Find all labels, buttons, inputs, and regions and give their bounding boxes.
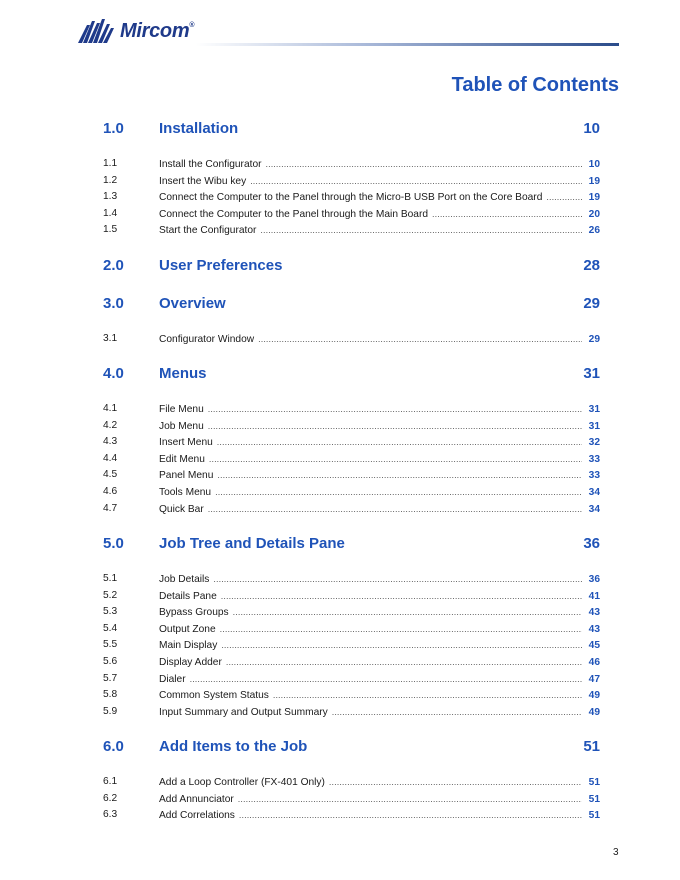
entry-title: Main Display [159,640,218,652]
entry-number: 1.1 [103,158,118,169]
entry-number: 5.7 [103,672,118,684]
dot-leader [239,808,582,822]
entry-number: 1.3 [103,191,118,203]
entry-page: 29 [588,334,600,345]
chapter-number: 1.0 [103,120,124,137]
entry-page: 33 [588,453,600,465]
chapter-number: 5.0 [103,535,124,552]
dot-leader [260,223,582,237]
entry-page: 43 [588,623,600,635]
toc-entry[interactable] [103,792,600,806]
dot-leader [190,672,582,686]
entry-title: Connect the Computer to the Panel through the Micro-B USB Port on the Core Board [159,192,543,204]
entry-number: 4.3 [103,436,118,448]
dot-leader [250,174,582,188]
dot-leader [432,207,582,221]
toc-entry[interactable] [103,332,600,346]
entry-title: Install the Configurator [159,159,262,170]
entry-title: Bypass Groups [159,607,229,619]
entry-title: Insert the Wibu key [159,175,247,187]
chapter-title: Add Items to the Job [159,738,308,755]
entry-page: 20 [588,208,600,220]
mircom-logo-mark-icon [78,19,116,43]
mircom-logo [78,18,194,44]
dot-leader [226,655,582,669]
dot-leader [332,705,582,719]
chapter-page: 51 [583,738,600,755]
toc-entry[interactable] [103,688,600,702]
entry-number: 5.4 [103,622,118,634]
chapter-heading[interactable] [103,535,600,555]
chapter-heading[interactable] [103,365,600,385]
entry-title: Job Menu [159,420,204,432]
dot-leader [233,605,582,619]
page-number: 3 [613,847,619,858]
entry-title: Add a Loop Controller (FX-401 Only) [159,777,325,788]
entry-page: 32 [588,437,600,449]
entry-page: 46 [588,657,600,668]
entry-number: 5.1 [103,573,118,584]
chapter-title: Overview [159,295,226,312]
dot-leader [546,190,582,204]
entry-number: 1.2 [103,174,118,186]
toc-entry[interactable] [103,638,600,652]
chapter-heading[interactable] [103,738,600,758]
entry-page: 19 [588,192,600,204]
chapter-page: 29 [583,295,600,312]
chapter-heading[interactable] [103,257,600,277]
entry-page: 33 [588,470,600,482]
entry-number: 1.5 [103,224,118,236]
dot-leader [217,435,582,449]
entry-page: 19 [588,175,600,187]
entry-page: 31 [588,404,600,415]
entry-page: 51 [588,793,600,805]
dot-leader [208,402,582,416]
entry-page: 49 [588,690,600,702]
chapter-page: 10 [583,120,600,137]
entry-page: 34 [588,503,600,515]
brand-name: Mircom® [120,19,195,42]
entry-number: 5.9 [103,705,118,717]
chapter-number: 2.0 [103,257,124,274]
chapter-page: 36 [583,535,600,552]
entry-number: 6.3 [103,809,118,821]
toc-entry[interactable] [103,190,600,204]
dot-leader [220,622,582,636]
toc-entry[interactable] [103,419,600,433]
page-title: Table of Contents [451,74,619,96]
toc-entry[interactable] [103,157,600,171]
entry-number: 1.4 [103,207,118,219]
chapter-number: 3.0 [103,295,124,312]
entry-title: Details Pane [159,590,217,602]
entry-number: 5.5 [103,639,118,651]
entry-page: 51 [588,810,600,822]
dot-leader [208,419,582,433]
entry-page: 45 [588,640,600,652]
dot-leader [221,589,582,603]
entry-title: Tools Menu [159,487,212,498]
entry-number: 4.1 [103,403,118,414]
toc-entry[interactable] [103,672,600,686]
toc-entry[interactable] [103,605,600,619]
entry-number: 4.5 [103,469,118,481]
entry-page: 41 [588,590,600,602]
toc-entry[interactable] [103,468,600,482]
entry-number: 4.7 [103,502,118,514]
entry-title: File Menu [159,404,204,415]
entry-title: Add Correlations [159,810,235,822]
chapter-heading[interactable] [103,295,600,315]
header-rule [196,43,619,46]
toc-entry[interactable] [103,223,600,237]
entry-page: 10 [588,159,600,170]
entry-number: 5.6 [103,656,118,667]
toc-entry[interactable] [103,572,600,586]
entry-title: Display Adder [159,657,222,668]
entry-number: 4.4 [103,452,118,464]
entry-title: Dialer [159,673,186,685]
entry-page: 34 [588,487,600,498]
entry-title: Edit Menu [159,453,205,465]
dot-leader [273,688,582,702]
page-header [78,18,619,48]
entry-number: 4.2 [103,419,118,431]
dot-leader [258,332,582,346]
entry-number: 5.3 [103,606,118,618]
entry-title: Common System Status [159,690,269,702]
entry-number: 6.1 [103,776,118,787]
toc-entry[interactable] [103,485,600,499]
chapter-page: 28 [583,257,600,274]
entry-title: Start the Configurator [159,225,257,237]
entry-number: 5.8 [103,689,118,701]
chapter-heading[interactable] [103,120,600,140]
chapter-number: 6.0 [103,738,124,755]
dot-leader [215,485,582,499]
entry-number: 6.2 [103,792,118,804]
entry-page: 49 [588,706,600,718]
dot-leader [238,792,582,806]
entry-title: Job Details [159,574,210,585]
entry-title: Panel Menu [159,470,214,482]
chapter-page: 31 [583,365,600,382]
entry-title: Connect the Computer to the Panel through the Main Board [159,208,429,220]
dot-leader [209,452,582,466]
dot-leader [213,572,582,586]
toc-entry[interactable] [103,452,600,466]
chapter-title: User Preferences [159,257,283,274]
entry-page: 43 [588,607,600,619]
toc-entry[interactable] [103,705,600,719]
dot-leader [217,468,582,482]
entry-title: Output Zone [159,623,216,635]
chapter-title: Job Tree and Details Pane [159,535,345,552]
toc-entry[interactable] [103,622,600,636]
toc-entry[interactable] [103,502,600,516]
entry-title: Quick Bar [159,503,204,515]
toc-entry[interactable] [103,589,600,603]
toc-entry[interactable] [103,808,600,822]
entry-page: 47 [588,673,600,685]
entry-title: Insert Menu [159,437,213,449]
dot-leader [329,775,582,789]
toc-entry[interactable] [103,435,600,449]
toc-entry[interactable] [103,655,600,669]
toc-entry[interactable] [103,402,600,416]
entry-page: 26 [588,225,600,237]
entry-title: Add Annunciator [159,793,234,805]
entry-number: 4.6 [103,486,118,497]
entry-page: 36 [588,574,600,585]
entry-number: 3.1 [103,333,118,344]
chapter-title: Installation [159,120,239,137]
dot-leader [221,638,582,652]
entry-title: Input Summary and Output Summary [159,706,328,718]
toc-entry[interactable] [103,775,600,789]
dot-leader [208,502,582,516]
entry-title: Configurator Window [159,334,255,345]
entry-page: 31 [588,420,600,432]
chapter-title: Menus [159,365,207,382]
entry-page: 51 [588,777,600,788]
chapter-number: 4.0 [103,365,124,382]
entry-number: 5.2 [103,589,118,601]
toc-entry[interactable] [103,207,600,221]
toc-entry[interactable] [103,174,600,188]
dot-leader [266,157,583,171]
